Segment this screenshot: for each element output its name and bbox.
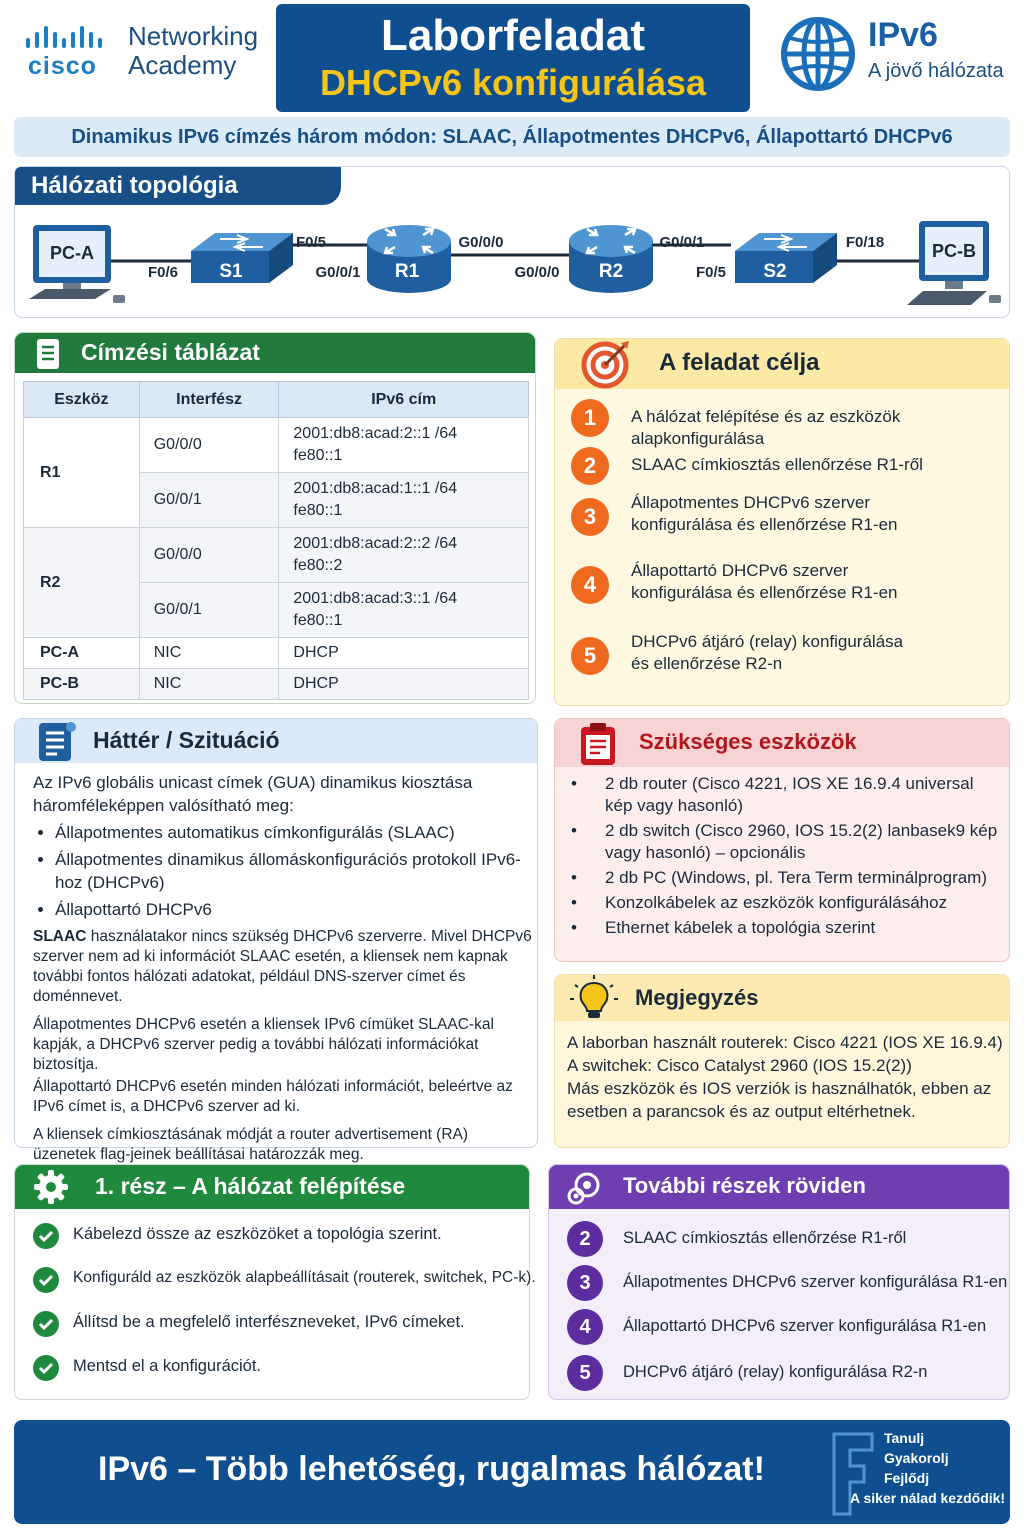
ra-paragraph: A kliensek címkiosztásának módját a router advertisement (RA) üzenetek flag-jeinek beállításai határozzák meg. <box>33 1126 469 1163</box>
further-text: SLAAC címkiosztás ellenőrzése R1-ről <box>623 1229 907 1247</box>
table-row <box>24 669 529 700</box>
interface-cell: G0/0/0 <box>139 528 279 583</box>
goal-line: A hálózat felépítése és az eszközök alapkonfigurálása <box>631 407 901 448</box>
ipv6-logo-title: IPv6 <box>868 16 938 54</box>
tools-list <box>591 773 1001 942</box>
tools-panel <box>554 718 1010 962</box>
further-text: Állapottartó DHCPv6 szerver konfigurálása R1-en <box>623 1317 987 1335</box>
page-title: Laborfeladat <box>380 11 646 60</box>
gua: 2001:db8:acad:2::2 /64 <box>293 535 458 552</box>
goal-number: 3 <box>571 498 609 536</box>
footer-banner <box>14 1420 1010 1524</box>
address-cell: DHCP <box>279 669 529 700</box>
goal-number: 5 <box>571 637 609 675</box>
list-item: • Állapotmentes dinamikus állomáskonfigurációs protokoll IPv6-hoz (DHCPv6) <box>55 848 533 894</box>
addressing-panel <box>14 332 536 704</box>
stateful-paragraph: Állapottartó DHCPv6 esetén minden hálózati információt, beleértve az IPv6 címet is, a DHCPv6 szerver ad ki. <box>33 1078 513 1115</box>
lla: fe80::1 <box>293 612 343 629</box>
port-r2-r1: G0/0/0 <box>514 264 560 281</box>
footer-side-line: Gyakorolj <box>884 1450 949 1466</box>
table-row <box>24 528 529 583</box>
goal-number: 2 <box>571 447 609 485</box>
note-line: Más eszközök és IOS verziók is használhatók, ebben az esetben a parancsok és az output eltérhetnek. <box>567 1079 992 1121</box>
table-row <box>24 418 529 473</box>
document-icon <box>35 721 77 763</box>
goal-line: és ellenőrzése R2-n <box>631 654 783 673</box>
goals-panel <box>554 338 1010 706</box>
further-number: 2 <box>567 1221 603 1257</box>
goal-item <box>571 493 1001 546</box>
further-number: 4 <box>567 1309 603 1345</box>
check-icon <box>33 1223 59 1249</box>
port-s2-r2: F0/5 <box>695 264 727 281</box>
intro-bar: Dinamikus IPv6 címzés három módon: SLAAC, Állapotmentes DHCPv6, Állapottartó DHCPv6 <box>14 117 1010 157</box>
background-panel <box>14 718 538 1163</box>
further-text: DHCPv6 átjáró (relay) konfigurálása R2-n <box>623 1363 928 1381</box>
port-r2-s2: G0/0/1 <box>659 234 705 251</box>
check-icon <box>33 1355 59 1381</box>
checklist-text: Mentsd el a konfigurációt. <box>73 1357 262 1375</box>
further-number: 3 <box>567 1265 603 1301</box>
table-header-row <box>24 382 529 418</box>
note-title: Megjegyzés <box>635 985 759 1010</box>
interface-cell: NIC <box>139 638 279 669</box>
page-subtitle: DHCPv6 konfigurálása <box>319 62 707 103</box>
topology-panel <box>14 166 1010 318</box>
goal-item <box>571 632 1001 685</box>
interface-cell: NIC <box>139 669 279 700</box>
background-body <box>33 771 533 1173</box>
topology-title: Hálózati topológia <box>15 167 341 205</box>
footer-slogan: IPv6 – Több lehetőség, rugalmas hálózat! <box>98 1450 765 1488</box>
col-interface: Interfész <box>139 382 279 418</box>
footer-side <box>832 1430 1006 1516</box>
port-s2-pcb: F0/18 <box>845 234 885 251</box>
goal-item <box>571 561 1001 614</box>
s1-label: S1 <box>219 261 243 282</box>
document-icon <box>31 337 65 371</box>
part1-title: 1. rész – A hálózat felépítése <box>95 1173 406 1199</box>
gear-icon <box>33 1169 69 1205</box>
goal-line: konfigurálása és ellenőrzése R1-en <box>631 583 898 602</box>
goal-line: DHCPv6 átjáró (relay) konfigurálása <box>631 632 904 651</box>
device-cell: PC-A <box>24 638 140 669</box>
checklist-text: Konfiguráld az eszközök alapbeállításait (routerek, switchek, PC-k). <box>73 1269 536 1286</box>
table-row <box>24 638 529 669</box>
r2-label: R2 <box>598 261 624 282</box>
part1-panel <box>14 1164 536 1400</box>
lla: fe80::1 <box>293 447 343 464</box>
slaac-term: SLAAC <box>33 928 87 945</box>
s2-label: S2 <box>763 261 787 282</box>
note-panel <box>554 974 1010 1148</box>
cisco-bars-icon <box>26 26 102 48</box>
address-cell <box>279 418 529 473</box>
footer-side-line: Tanulj <box>884 1430 925 1446</box>
slaac-paragraph <box>33 927 533 1007</box>
tools-title: Szükséges eszközök <box>639 729 857 754</box>
academy-line-2: Academy <box>128 50 237 80</box>
goal-item <box>571 399 1001 448</box>
note-body <box>567 1031 1003 1123</box>
title-banner <box>276 4 750 112</box>
list-item: • Állapottartó DHCPv6 <box>55 898 533 921</box>
cisco-wordmark: cisco <box>28 52 97 80</box>
note-header <box>555 975 1009 1021</box>
address-cell: DHCP <box>279 638 529 669</box>
footer-side-line: Fejlődj <box>884 1470 930 1486</box>
interface-cell: G0/0/1 <box>139 583 279 638</box>
goal-line: konfigurálása és ellenőrzése R1-en <box>631 515 898 534</box>
pc-b-label: PC-B <box>932 241 976 261</box>
list-item: • 2 db switch (Cisco 2960, IOS 15.2(2) lanbasek9 kép vagy hasonló) – opcionális <box>591 820 1001 864</box>
background-intro: Az IPv6 globális unicast címek (GUA) dinamikus kiosztása háromféleképpen valósítható meg: <box>33 773 473 815</box>
port-s1-r1: F0/5 <box>295 234 327 251</box>
goal-text <box>631 560 1001 604</box>
address-cell <box>279 583 529 638</box>
goal-line: Állapottartó DHCPv6 szerver <box>631 561 849 580</box>
port-s1-pca: F0/6 <box>147 264 179 281</box>
goal-text <box>631 454 1001 476</box>
device-cell: PC-B <box>24 669 140 700</box>
cisco-networking-academy-logo <box>24 22 274 92</box>
list-item: • 2 db PC (Windows, pl. Tera Term terminálprogram) <box>591 867 1001 889</box>
router-r2-icon <box>569 225 653 293</box>
goal-text <box>631 631 1001 675</box>
target-icon <box>579 339 633 389</box>
device-cell: R2 <box>24 528 140 638</box>
goal-text <box>631 406 1001 450</box>
checklist-text: Állítsd be a megfelelő interfészneveket, IPv6 címeket. <box>73 1313 465 1331</box>
method-list <box>55 821 533 921</box>
address-cell <box>279 473 529 528</box>
check-icon <box>33 1311 59 1337</box>
header <box>0 0 1024 112</box>
lla: fe80::1 <box>293 502 343 519</box>
col-address: IPv6 cím <box>279 382 529 418</box>
gua: 2001:db8:acad:1::1 /64 <box>293 480 458 497</box>
settings-cycle-icon <box>567 1169 603 1205</box>
goal-line: SLAAC címkiosztás ellenőrzése R1-ről <box>631 455 923 474</box>
further-title: További részek röviden <box>623 1173 866 1198</box>
note-line: A laborban használt routerek: Cisco 4221 (IOS XE 16.9.4) <box>567 1033 1003 1052</box>
router-r1-icon <box>367 225 451 293</box>
list-item: • Konzolkábelek az eszközök konfigurálásához <box>591 892 1001 914</box>
addressing-table <box>23 381 529 700</box>
list-item: • Ethernet kábelek a topológia szerint <box>591 917 1001 939</box>
further-number: 5 <box>567 1355 603 1391</box>
further-text: Állapotmentes DHCPv6 szerver konfigurálása R1-en <box>623 1273 1008 1291</box>
background-title: Háttér / Szituáció <box>93 727 280 753</box>
goal-line: Állapotmentes DHCPv6 szerver <box>631 493 871 512</box>
academy-name <box>128 22 258 80</box>
globe-icon <box>778 14 858 94</box>
note-line: A switchek: Cisco Catalyst 2960 (IOS 15.2(2)) <box>567 1056 912 1075</box>
col-device: Eszköz <box>24 382 140 418</box>
ipv6-logo <box>778 14 1018 100</box>
lightbulb-icon <box>569 975 619 1021</box>
clipboard-icon <box>577 721 621 767</box>
stateless-paragraph: Állapotmentes DHCPv6 esetén a kliensek IPv6 címüket SLAAC-kal kapják, a DHCPv6 szerver pedig a további hálózati információkat biztosítja. <box>33 1016 494 1073</box>
port-r1-r2: G0/0/0 <box>458 234 504 251</box>
interface-cell: G0/0/0 <box>139 418 279 473</box>
list-item: • 2 db router (Cisco 4221, IOS XE 16.9.4 universal kép vagy hasonló) <box>591 773 1001 817</box>
ipv6-logo-tagline: A jövő hálózata <box>868 60 1004 82</box>
pc-b-icon <box>907 221 1001 305</box>
device-cell: R1 <box>24 418 140 528</box>
slaac-text: használatakor nincs szükség DHCPv6 szerverre. Mivel DHCPv6 szerver nem ad ki információt SLAAC esetén, a kliensek nem kapnak további fontos hálózati adatokat, például DNS-szerver címet és doménnevet. <box>33 928 532 1005</box>
pc-a-icon <box>29 225 125 303</box>
goal-text <box>631 492 1001 536</box>
goals-title: A feladat célja <box>659 349 820 376</box>
gua: 2001:db8:acad:2::1 /64 <box>293 425 458 442</box>
address-cell <box>279 528 529 583</box>
lla: fe80::2 <box>293 557 343 574</box>
checklist-text: Kábelezd össze az eszközöket a topológia szerint. <box>73 1225 442 1243</box>
port-r1-s1: G0/0/1 <box>315 264 361 281</box>
gua: 2001:db8:acad:3::1 /64 <box>293 590 458 607</box>
goal-number: 1 <box>571 399 609 437</box>
interface-cell: G0/0/1 <box>139 473 279 528</box>
r1-label: R1 <box>394 261 420 282</box>
list-item: • Állapotmentes automatikus címkonfigurálás (SLAAC) <box>55 821 533 844</box>
academy-line-1: Networking <box>128 21 259 51</box>
footer-side-line: A siker nálad kezdődik! <box>850 1490 1006 1506</box>
goal-number: 4 <box>571 566 609 604</box>
addressing-title: Címzési táblázat <box>81 339 260 365</box>
further-parts-panel <box>548 1164 1010 1400</box>
check-icon <box>33 1267 59 1293</box>
goal-item <box>571 447 1001 487</box>
pc-a-label: PC-A <box>50 243 94 263</box>
